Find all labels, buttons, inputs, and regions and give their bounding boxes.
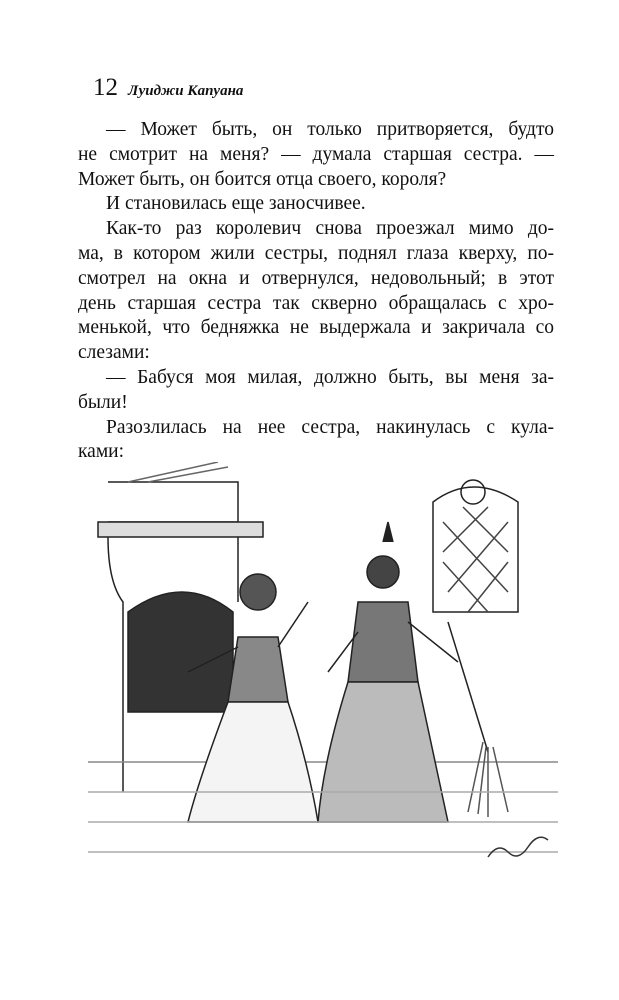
broom-sketch	[448, 622, 508, 817]
elder-sister-figure	[318, 522, 458, 822]
text-line: смотрел на окна и отвернулся, недовольный; в этот	[78, 267, 554, 289]
body-text	[78, 118, 554, 465]
text-line: Как-то раз королевич снова проезжал мимо до-	[106, 218, 554, 240]
illustration-two-sisters	[88, 462, 563, 882]
text-line: И становилась еще заносчивее.	[106, 193, 366, 215]
text-line: день старшая сестра так скверно обращалась с хро-	[78, 292, 554, 314]
text-line: ками:	[78, 441, 125, 463]
text-line: были!	[78, 391, 128, 413]
running-head-author: Луиджи Капуана	[128, 83, 244, 99]
fireplace-sketch	[88, 462, 558, 792]
text-line: не смотрит на меня? — думала старшая сестра. —	[78, 143, 554, 165]
text-line: Разозлилась на нее сестра, накинулась с кула-	[106, 416, 554, 438]
artist-signature	[488, 837, 548, 857]
window-sketch	[433, 480, 518, 612]
text-line: — Бабуся моя милая, должно быть, вы меня за-	[106, 366, 554, 388]
running-header	[93, 74, 243, 102]
page-number: 12	[93, 74, 118, 101]
text-line: слезами:	[78, 342, 150, 364]
text-line: ма, в котором жили сестры, поднял глаза кверху, по-	[78, 242, 554, 264]
text-line: Может быть, он боится отца своего, короля?	[78, 168, 447, 190]
text-line: менькой, что бедняжка не выдержала и закричала со	[78, 317, 554, 339]
text-line: — Может быть, он только притворяется, будто	[106, 119, 554, 140]
